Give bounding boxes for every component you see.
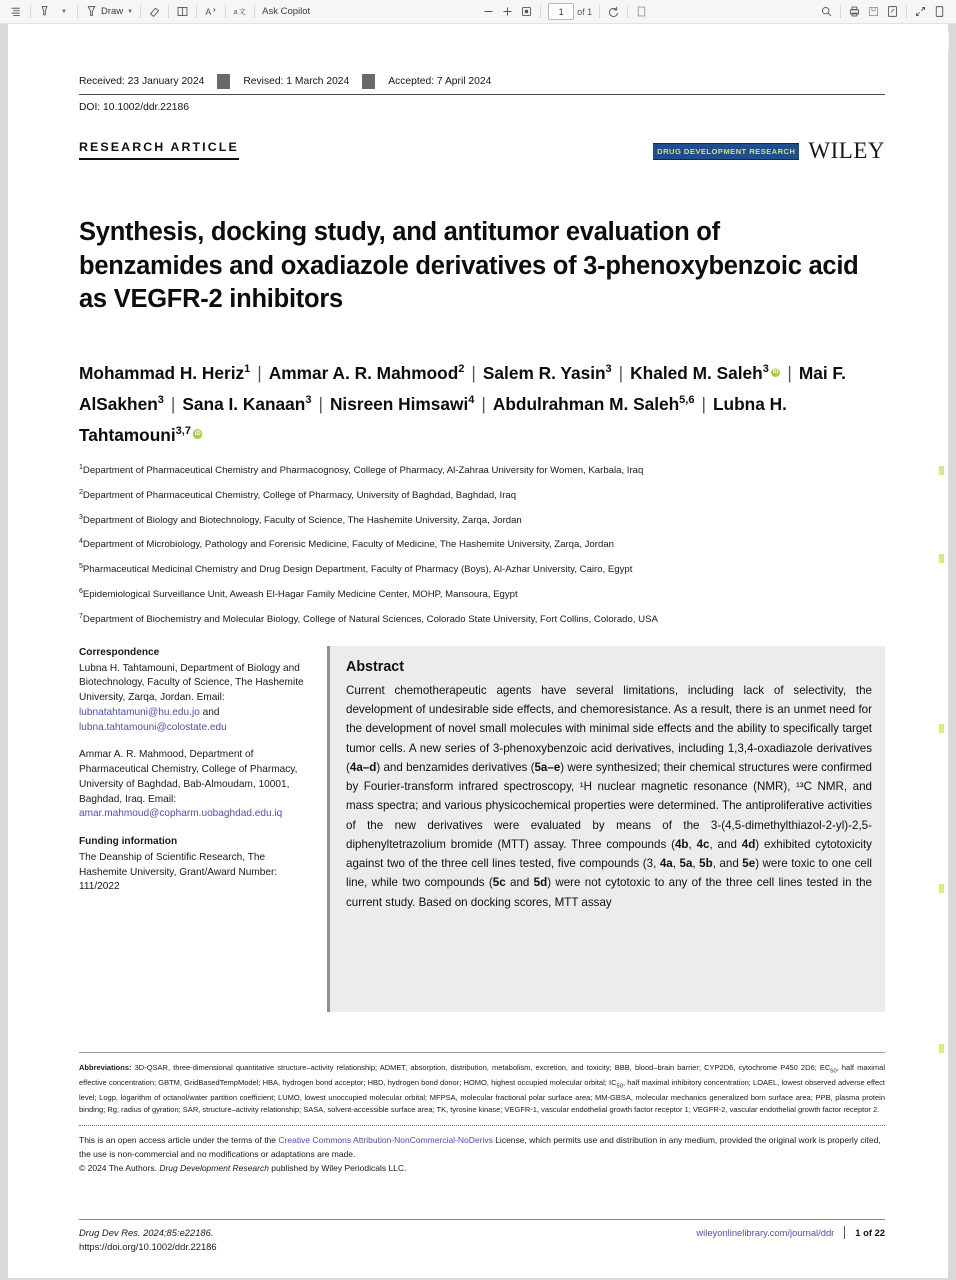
author-affiliation-ref: 3 bbox=[762, 363, 769, 376]
author-separator: | bbox=[170, 393, 176, 414]
compound-code: 5a bbox=[679, 857, 693, 871]
highlight-button[interactable] bbox=[35, 2, 54, 21]
author-separator: | bbox=[787, 363, 792, 383]
affiliation-number: 2 bbox=[79, 488, 83, 496]
fullscreen-button[interactable] bbox=[911, 2, 930, 21]
chevron-down-icon: ▼ bbox=[61, 8, 67, 15]
page-number-input[interactable]: 1 bbox=[548, 3, 574, 20]
svg-text:A: A bbox=[205, 6, 212, 17]
more-icon bbox=[933, 5, 946, 18]
footer-divider bbox=[844, 1226, 845, 1239]
author-affiliation-ref: 3 bbox=[305, 394, 312, 407]
toolbar-divider bbox=[254, 5, 255, 18]
toolbar-divider bbox=[906, 5, 907, 18]
highlight-color-dropdown[interactable] bbox=[54, 2, 73, 21]
email-link-2[interactable]: lubna.tahtamouni@colostate.edu bbox=[79, 721, 227, 733]
toolbar-divider bbox=[599, 5, 600, 18]
erase-button[interactable] bbox=[145, 2, 164, 21]
eraser-icon bbox=[148, 5, 161, 18]
author-list bbox=[79, 358, 879, 450]
pen-icon bbox=[85, 5, 98, 18]
author-separator: | bbox=[257, 363, 262, 383]
reading-view-button[interactable] bbox=[173, 2, 192, 21]
subscript: 50 bbox=[830, 1068, 837, 1075]
list-icon bbox=[10, 5, 23, 18]
author-entry bbox=[182, 394, 311, 414]
journal-url-link[interactable]: wileyonlinelibrary.com/journal/ddr bbox=[696, 1227, 835, 1238]
publisher-label: WILEY bbox=[808, 138, 885, 163]
subscript: 50 bbox=[616, 1083, 623, 1090]
toolbar-divider bbox=[30, 5, 31, 18]
email-link-3[interactable]: amar.mahmoud@copharm.uobaghdad.edu.iq bbox=[79, 808, 283, 820]
affiliation-number: 7 bbox=[79, 612, 83, 620]
correspondence-block-2 bbox=[79, 748, 314, 822]
correspondence-column bbox=[79, 646, 314, 908]
abbreviations-label: Abbreviations: bbox=[79, 1063, 132, 1072]
abbreviations-body: 3D-QSAR, three-dimensional quantitative structure–activity relationship; ADMET, absorption, distribution, metabolism, excretion, and toxicity; BBB, blood–brain barrier; CYP2D6, cytochrome P450 2D6; $EC_{50}$, half maximal effective concentration; GBTM, GridBasedTempModel; HBA, hydrogen bond acceptor; HBD, hydrogen bond donor; HOMO, highest occupied molecular orbital; $IC_{50}$, half maximal inhibitory concentration; LOAEL, lowest observed adverse effect level; Logp, logarithm of octanol/water partition coefficient; LUMO, lowest unoccupied molecular orbital; MFPSA, molecular fractional polar surface area; MM-GBSA, molecular mechanics generalized born surface area; PPB, plasma protein binding; Rg, radius of gyration; SAR, structure–activity relationship; SASA, solvent-accessible surface area; TK, tyrosine kinase; VEGFR-1, vascular endothelial growth factor receptor 1; VEGFR-2, vascular endothelial growth factor receptor 2. bbox=[79, 1063, 886, 1114]
author-name: Lubna H. Tahtamouni bbox=[79, 393, 787, 445]
print-button[interactable] bbox=[845, 2, 864, 21]
footer-citation-block bbox=[79, 1226, 696, 1253]
author-separator: | bbox=[481, 393, 486, 414]
margin-mark bbox=[939, 466, 944, 475]
save-button[interactable] bbox=[864, 2, 883, 21]
footnotes-section bbox=[79, 1052, 885, 1175]
affiliation-item bbox=[79, 464, 879, 477]
footer-citation: Drug Dev Res. 2024;85:e22186. bbox=[79, 1227, 214, 1238]
highlighter-icon bbox=[38, 5, 51, 18]
compound-code: 5a–e bbox=[534, 760, 561, 774]
author-entry bbox=[483, 363, 612, 383]
author-affiliation-ref: 1 bbox=[244, 363, 251, 376]
orcid-icon[interactable] bbox=[193, 429, 203, 439]
compound-code: 5e bbox=[742, 857, 756, 871]
author-name: Nisreen Himsawi bbox=[329, 393, 469, 414]
affiliation-text: Pharmaceutical Medicinal Chemistry and Drug Design Department, Faculty of Pharmacy (Boys), Al-Azhar University, Cairo, Egypt bbox=[82, 564, 633, 576]
license-pre: This is an open access article under the terms of the bbox=[79, 1135, 279, 1146]
journal-logo bbox=[653, 138, 885, 164]
pdf-tools-button[interactable] bbox=[883, 2, 902, 21]
affiliation-number: 5 bbox=[79, 563, 83, 571]
pdf-page bbox=[8, 24, 948, 1278]
margin-mark bbox=[939, 884, 944, 893]
article-header-row bbox=[79, 138, 885, 163]
page-title: Synthesis, docking study, and antitumor evaluation of benzamides and oxadiazole derivatives of 3-phenoxybenzoic acid as VEGFR-2 inhibitors bbox=[79, 218, 859, 314]
author-affiliation-ref: 3 bbox=[605, 363, 612, 376]
page-total-label: of 1 bbox=[577, 6, 593, 17]
affiliation-item bbox=[79, 489, 879, 502]
affiliation-text: Department of Microbiology, Pathology and Forensic Medicine, Faculty of Medicine, The Hashemite University, Zarqa, Jordan bbox=[82, 539, 614, 551]
license-post: License, which permits use and distribution in any medium, provided the original work is properly cited, the use is non-commercial and no modifications or adaptations are made. bbox=[79, 1135, 881, 1159]
author-name: Mohammad H. Heriz bbox=[79, 363, 245, 383]
print-icon bbox=[848, 5, 861, 18]
author-name: Ammar A. R. Mahmood bbox=[268, 363, 459, 383]
copyright-post: published by Wiley Periodicals LLC. bbox=[268, 1162, 407, 1173]
journal-banner-label: DRUG DEVELOPMENT RESEARCH bbox=[653, 143, 799, 160]
toolbar-divider bbox=[168, 5, 169, 18]
toolbar-divider bbox=[627, 5, 628, 18]
margin-mark bbox=[939, 1044, 944, 1053]
minus-icon bbox=[482, 5, 495, 18]
rotate-button[interactable] bbox=[604, 2, 623, 21]
abbrev-term: $EC_{50}$ bbox=[819, 1063, 837, 1075]
zoom-out-button[interactable] bbox=[479, 2, 498, 21]
draw-button[interactable] bbox=[82, 2, 136, 21]
more-options-button[interactable] bbox=[930, 2, 949, 21]
author-name: Salem R. Yasin bbox=[482, 363, 606, 383]
compound-code: 5b bbox=[699, 857, 713, 871]
footer-doi-url: https://doi.org/10.1002/ddr.22186 bbox=[79, 1240, 217, 1252]
copyright-pre: © 2024 The Authors. bbox=[79, 1162, 160, 1173]
footer-page-number: 1 of 22 bbox=[855, 1227, 885, 1238]
dotted-divider bbox=[79, 1125, 885, 1126]
author-affiliation-ref: 2 bbox=[458, 363, 465, 376]
author-name: Khaled M. Saleh bbox=[630, 363, 763, 383]
ask-copilot-label: Ask Copilot bbox=[262, 6, 311, 17]
author-name: Sana I. Kanaan bbox=[182, 393, 306, 414]
toolbar-divider bbox=[840, 5, 841, 18]
funding-text: The Deanship of Scientific Research, The Hashemite University, Grant/Award Number: 111/2022 bbox=[79, 851, 278, 893]
fit-page-icon bbox=[520, 5, 533, 18]
correspondence-heading: Correspondence bbox=[79, 647, 160, 658]
correspondence-block-1 bbox=[79, 662, 314, 736]
compound-code: 4a–d bbox=[349, 760, 377, 774]
received-date: Received: 23 January 2024 bbox=[79, 76, 205, 87]
abbrev-term: $IC_{50}$ bbox=[609, 1077, 623, 1090]
license-link[interactable]: Creative Commons Attribution-NonCommercial-NoDerivs bbox=[278, 1135, 493, 1146]
affiliation-text: Department of Biochemistry and Molecular Biology, College of Natural Sciences, Colorado State University, Fort Collins, Colorado, USA bbox=[82, 613, 658, 625]
correspondence-and: and bbox=[199, 706, 220, 718]
affiliation-item bbox=[79, 538, 879, 551]
expand-icon bbox=[914, 5, 927, 18]
author-separator: | bbox=[618, 363, 624, 383]
orcid-icon[interactable] bbox=[771, 368, 781, 378]
affiliation-item bbox=[79, 588, 879, 601]
author-separator: | bbox=[701, 393, 706, 414]
toolbar-divider bbox=[225, 5, 226, 18]
zoom-in-button[interactable] bbox=[498, 2, 517, 21]
draw-label: Draw bbox=[101, 6, 124, 17]
email-link-1[interactable]: lubnatahtamuni@hu.edu.jo bbox=[79, 706, 200, 718]
footnote-rule bbox=[79, 1052, 885, 1053]
margin-mark bbox=[939, 724, 944, 733]
toolbar-divider bbox=[540, 5, 541, 18]
affiliation-number: 6 bbox=[79, 587, 83, 595]
correspondence-text-2: Ammar A. R. Mahmood, Department of Pharmaceutical Chemistry, College of Pharmacy, University of Baghdad, Bab-Almoudam, 10001, Baghdad, Iraq. Email: bbox=[79, 749, 298, 805]
chevron-down-icon: ▼ bbox=[127, 8, 134, 15]
license-text bbox=[79, 1134, 885, 1175]
author-affiliation-ref: 3,7 bbox=[175, 424, 191, 437]
abstract-heading: Abstract bbox=[346, 659, 404, 675]
article-type-label: RESEARCH ARTICLE bbox=[79, 140, 239, 160]
page-layout-button[interactable] bbox=[632, 2, 651, 21]
pdf-edit-icon bbox=[886, 5, 899, 18]
author-entry bbox=[493, 394, 695, 414]
affiliation-number: 4 bbox=[79, 538, 83, 546]
funding-heading: Funding information bbox=[79, 836, 178, 848]
translate-button[interactable] bbox=[230, 2, 250, 21]
footer-row bbox=[79, 1226, 885, 1253]
author-affiliation-ref: 4 bbox=[468, 394, 475, 407]
ask-copilot-button[interactable] bbox=[259, 2, 313, 21]
sidebar-toggle-button[interactable] bbox=[7, 2, 26, 21]
abstract-box bbox=[327, 646, 885, 1012]
author-affiliation-ref: 3 bbox=[157, 394, 164, 407]
affiliation-number: 1 bbox=[79, 464, 83, 471]
affiliation-text: Epidemiological Surveillance Unit, Aweash El-Hagar Family Medicine Center, MOHP, Mansoura, Egypt bbox=[82, 589, 518, 601]
translate-icon bbox=[233, 5, 247, 18]
affiliation-item bbox=[79, 563, 879, 576]
compound-code: 4c bbox=[696, 837, 710, 851]
page-layout-icon bbox=[635, 5, 648, 18]
author-entry bbox=[330, 394, 474, 414]
read-aloud-icon bbox=[204, 5, 218, 18]
fit-page-button[interactable] bbox=[517, 2, 536, 21]
affiliation-list bbox=[79, 464, 879, 637]
affiliation-number: 3 bbox=[79, 513, 83, 521]
date-divider bbox=[217, 74, 230, 89]
toolbar-divider bbox=[140, 5, 141, 18]
author-separator: | bbox=[318, 393, 323, 414]
compound-code: 5d bbox=[533, 876, 548, 890]
pdf-viewer-toolbar bbox=[0, 0, 956, 24]
save-icon bbox=[867, 5, 880, 18]
abstract-text: Current chemotherapeutic agents have several limitations, including lack of selectivity, the development of undesirable side effects, and chemoresistance. As a result, there is an unmet need for the development of novel small molecules with minimal side effects and the ability to specifically target tumor cells. A new series of 3-phenoxybenzoic acid derivatives, including 1,3,4-oxadiazole derivatives (4a–d) and benzamides derivatives (5a–e) were synthesized; their chemical structures were confirmed by Fourier-transform infrared spectroscopy, ¹H nuclear magnetic resonance (NMR), ¹³C NMR, and mass spectra; and various physicochemical properties were determined. The antiproliferative activities of the new derivatives were evaluated by means of the 3-(4,5-dimethylthiazol-2-yl)-2,5-diphenyltetrazolium bromide (MTT) assay. Three compounds (4b, 4c, and 4d) exhibited cytotoxicity against two of the three cell lines tested, five compounds (3, 4a, 5a, 5b, and 5e) were toxic to one cell line, while two compounds (5c and 5d) were not cytotoxic to any of the three cell lines tested in the current study. Based on docking scores, MTT assay bbox=[346, 684, 872, 909]
search-button[interactable] bbox=[817, 2, 836, 21]
accepted-date: Accepted: 7 April 2024 bbox=[388, 76, 492, 87]
svg-text:a: a bbox=[233, 6, 238, 16]
plus-icon bbox=[501, 5, 514, 18]
revised-date: Revised: 1 March 2024 bbox=[243, 76, 350, 87]
doi-line: DOI: 10.1002/ddr.22186 bbox=[79, 102, 189, 113]
article-dates bbox=[79, 74, 885, 95]
compound-code: 4b bbox=[674, 837, 689, 851]
affiliation-text: Department of Biology and Biotechnology, Faculty of Science, The Hashemite University, Zarqa, Jordan bbox=[82, 514, 522, 526]
abbreviations-text bbox=[79, 1062, 885, 1116]
correspondence-text-1: Lubna H. Tahtamouni, Department of Biology and Biotechnology, Faculty of Science, The Hashemite University, Zarqa, Jordan. Email: bbox=[79, 662, 304, 704]
svg-text:文: 文 bbox=[238, 6, 246, 16]
toolbar-divider bbox=[77, 5, 78, 18]
author-affiliation-ref: 5,6 bbox=[679, 394, 695, 407]
toolbar-divider bbox=[196, 5, 197, 18]
read-aloud-button[interactable] bbox=[201, 2, 221, 21]
rotate-icon bbox=[607, 5, 620, 18]
compound-code: 4a bbox=[659, 857, 673, 871]
author-separator: | bbox=[471, 363, 476, 383]
page-footer bbox=[79, 1219, 885, 1253]
search-icon bbox=[820, 5, 833, 18]
author-entry bbox=[269, 363, 465, 383]
author-name: Abdulrahman M. Saleh bbox=[492, 393, 680, 414]
affiliation-item bbox=[79, 514, 879, 527]
compound-code: 4d bbox=[741, 837, 756, 851]
footer-right-block bbox=[696, 1226, 885, 1239]
affiliation-text: Department of Pharmaceutical Chemistry, College of Pharmacy, University of Baghdad, Baghdad, Iraq bbox=[82, 489, 517, 501]
affiliation-text: Department of Pharmaceutical Chemistry and Pharmacognosy, College of Pharmacy, Al-Zahraa University for Women, Karbala, Iraq bbox=[82, 465, 644, 477]
margin-mark bbox=[939, 554, 944, 563]
copyright-journal: Drug Development Research bbox=[159, 1162, 269, 1173]
author-entry bbox=[630, 363, 780, 383]
author-entry bbox=[79, 363, 250, 383]
book-icon bbox=[176, 5, 189, 18]
author-name: Mai F. AlSakhen bbox=[79, 363, 846, 414]
date-divider bbox=[362, 74, 375, 89]
affiliation-item bbox=[79, 613, 879, 626]
compound-code: 5c bbox=[492, 876, 506, 890]
